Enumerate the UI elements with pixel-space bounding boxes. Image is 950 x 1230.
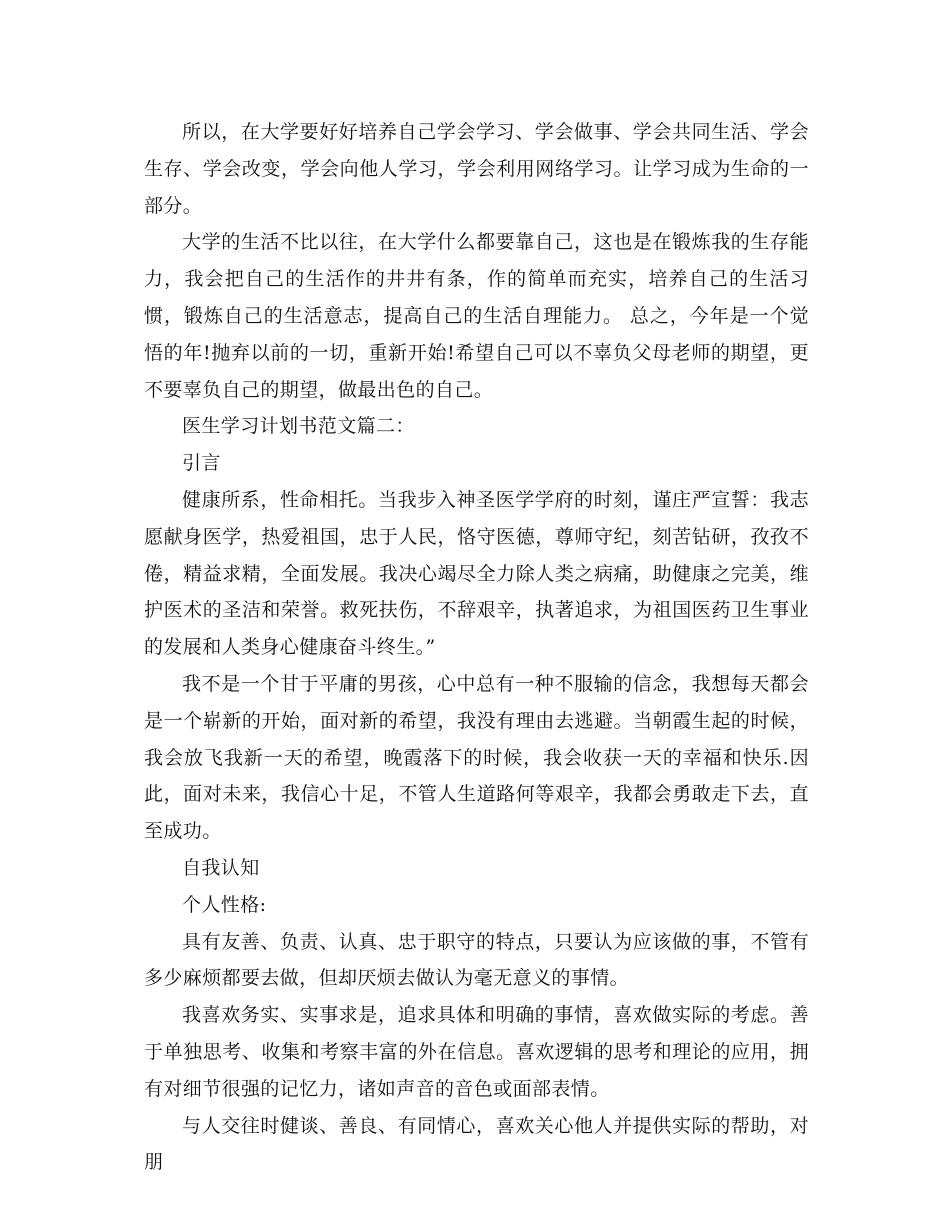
document-page xyxy=(144,114,809,1181)
paragraph-personal-belief: 我不是一个甘于平庸的男孩，心中总有一种不服输的信念，我想每天都会是一个崭新的开始，面对新的希望，我没有理由去逃避。当朝霞生起的时候，我会放飞我新一天的希望，晚霞落下的时候，我会收获一天的幸福和快乐.因此，面对未来，我信心十足，不管人生道路何等艰辛，我都会勇敢走下去，直至成功。 xyxy=(144,672,809,843)
section-heading-self-awareness: 自我认知 xyxy=(182,856,260,879)
paragraph-university-life: 大学的生活不比以往，在大学什么都要靠自己，这也是在锻炼我的生存能力，我会把自己的生活作的井井有条，作的简单而充实，培养自己的生活习惯，锻炼自己的生活意志，提高自己的生活自理能力。 总之，今年是一个觉悟的年!抛弃以前的一切，重新开始!希望自己可以不辜负父母老师的期望，更不要辜负自己的期望，做最出色的自己。 xyxy=(144,231,809,401)
paragraph-thinking-style: 我喜欢务实、实事求是，追求具体和明确的事情，喜欢做实际的考虑。善于单独思考、收集和考察丰富的外在信息。喜欢逻辑的思考和理论的应用，拥有对细节很强的记忆力，诸如声音的音色或面部表情。 xyxy=(144,1004,809,1100)
paragraph-social-interaction: 与人交往时健谈、善良、有同情心，喜欢关心他人并提供实际的帮助，对朋 xyxy=(144,1114,809,1174)
paragraph-traits: 具有友善、负责、认真、忠于职守的特点，只要认为应该做的事，不管有多少麻烦都要去做，但却厌烦去做认为毫无意义的事情。 xyxy=(144,930,809,990)
paragraph-medical-oath: 健康所系，性命相托。当我步入神圣医学学府的时刻，谨庄严宣誓：我志愿献身医学，热爱祖国，忠于人民，恪守医德，尊师守纪，刻苦钻研，孜孜不倦，精益求精，全面发展。我决心竭尽全力除人类之病痛，助健康之完美，维护医术的圣洁和荣誉。救死扶伤，不辞艰辛，执著追求，为祖国医药卫生事业的发展和人类身心健康奋斗终生。” xyxy=(144,488,809,659)
subheading-personality: 个人性格: xyxy=(182,893,267,916)
section-heading-introduction: 引言 xyxy=(182,452,221,475)
section-title-sample-two: 医生学习计划书范文篇二： xyxy=(182,415,415,438)
paragraph-learning-summary: 所以，在大学要好好培养自己学会学习、学会做事、学会共同生活、学会生存、学会改变，学会向他人学习，学会利用网络学习。让学习成为生命的一部分。 xyxy=(144,121,809,217)
